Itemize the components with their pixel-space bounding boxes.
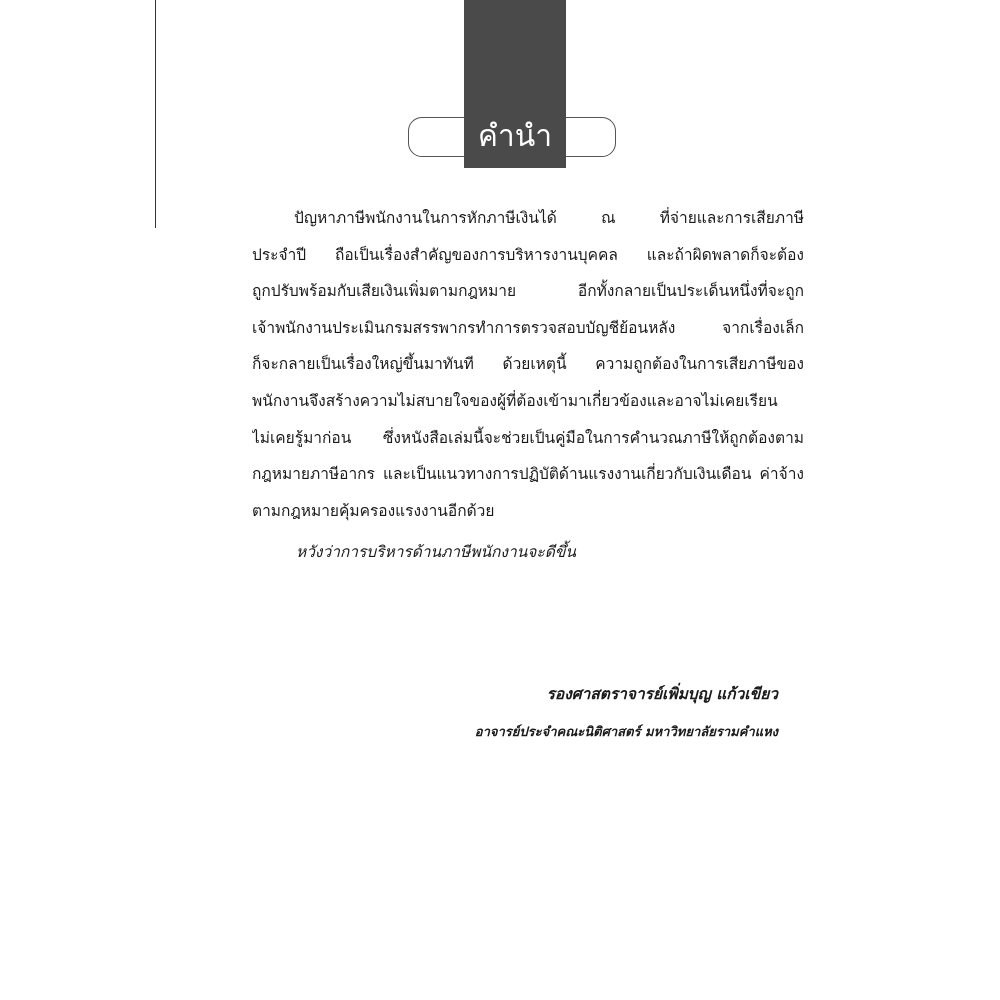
body-line: ถูกปรับพร้อมกับเสียเงินเพิ่มตามกฎหมาย อีกทั้งกลายเป็นประเด็นหนึ่งที่จะถูก xyxy=(252,282,804,301)
author-name: รองศาสตราจารย์เพิ่มบุญ แก้วเขียว xyxy=(546,685,778,703)
body-line: ไม่เคยรู้มาก่อน ซึ่งหนังสือเล่มนี้จะช่วยเป็นคู่มือในการคำนวณภาษีให้ถูกต้องตาม xyxy=(252,428,804,447)
preface-body xyxy=(252,200,804,529)
body-line: ประจำปี ถือเป็นเรื่องสำคัญของการบริหารงานบุคคล และถ้าผิดพลาดก็จะต้อง xyxy=(252,245,804,264)
author-position: อาจารย์ประจำคณะนิติศาสตร์ มหาวิทยาลัยรามคำแหง xyxy=(474,725,778,740)
body-line: ก็จะกลายเป็นเรื่องใหญ่ขึ้นมาทันที ด้วยเหตุนี้ ความถูกต้องในการเสียภาษีของ xyxy=(252,355,804,374)
closing-line: หวังว่าการบริหารด้านภาษีพนักงานจะดีขึ้น xyxy=(296,543,576,561)
body-line: ตามกฎหมายคุ้มครองแรงงานอีกด้วย xyxy=(252,501,495,520)
body-line: ปัญหาภาษีพนักงานในการหักภาษีเงินได้ ณ ที่จ่ายและการเสียภาษี xyxy=(294,209,804,227)
body-line: เจ้าพนักงานประเมินกรมสรรพากรทำการตรวจสอบบัญชีย้อนหลัง จากเรื่องเล็ก xyxy=(252,318,804,337)
body-line: กฎหมายภาษีอากร และเป็นแนวทางการปฏิบัติด้านแรงงานเกี่ยวกับเงินเดือน ค่าจ้าง xyxy=(252,465,804,484)
body-line: พนักงานจึงสร้างความไม่สบายใจของผู้ที่ต้องเข้ามาเกี่ยวข้องและอาจไม่เคยเรียน xyxy=(252,391,778,410)
page-title: คำนำ xyxy=(477,119,553,154)
margin-rule xyxy=(155,0,156,228)
